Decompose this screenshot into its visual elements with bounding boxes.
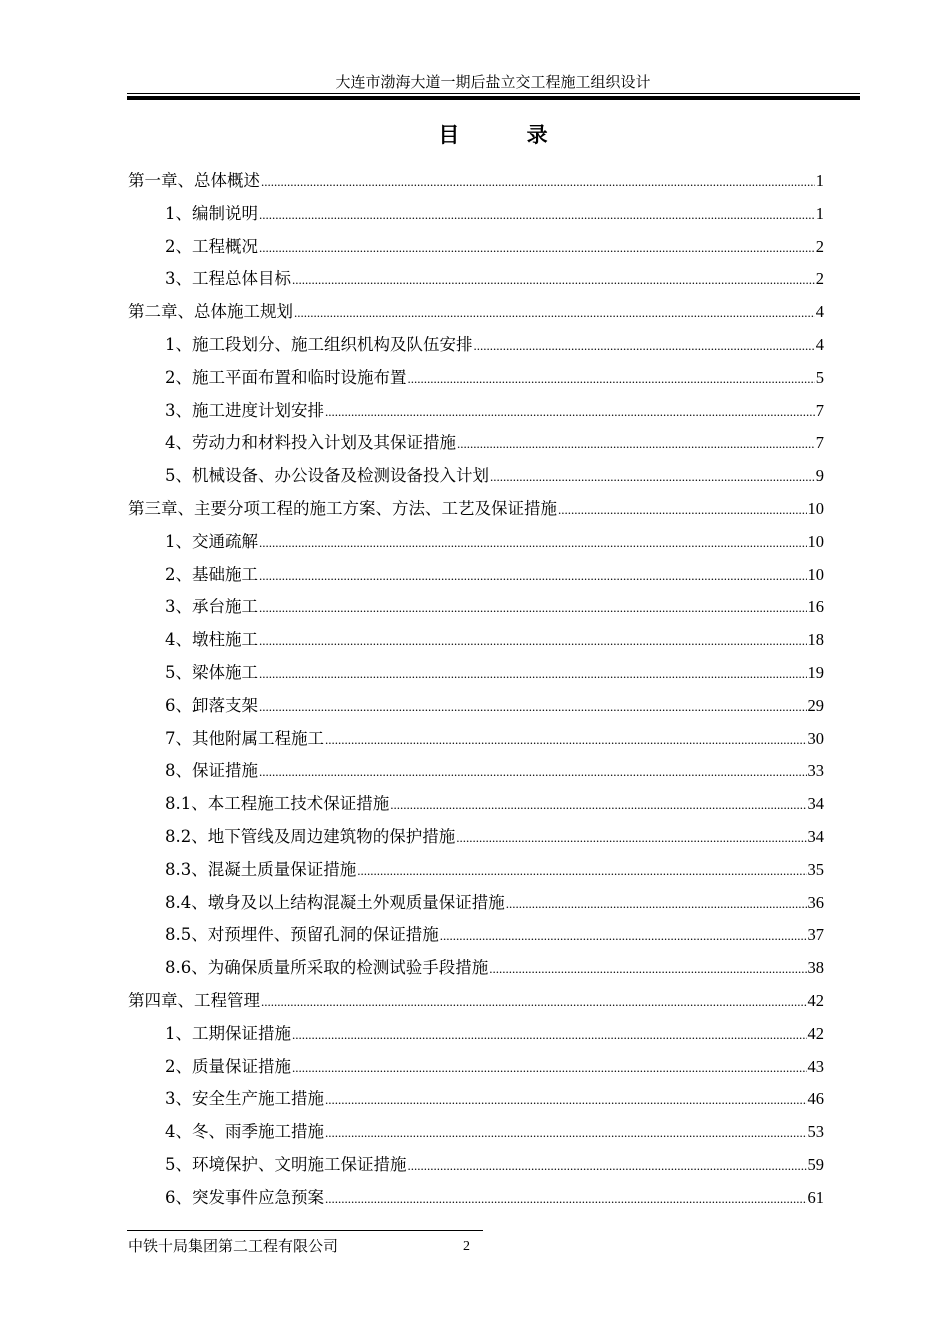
toc-section-entry[interactable] <box>128 887 824 920</box>
toc-dot-leader <box>259 658 807 691</box>
toc-chapter-entry[interactable] <box>128 165 824 198</box>
toc-entry-title: 4、墩柱施工 <box>165 630 258 650</box>
toc-page-number: 36 <box>807 892 824 912</box>
toc-entry-title: 5、梁体施工 <box>165 662 258 682</box>
header-rule-thick <box>127 96 860 100</box>
toc-page-number: 2 <box>815 236 824 256</box>
toc-page-number: 7 <box>815 400 824 420</box>
toc-page-number: 34 <box>807 794 824 814</box>
footer-page-number: 2 <box>463 1239 470 1254</box>
toc-entry-title: 4、冬、雨季施工措施 <box>165 1122 324 1142</box>
toc-page-number: 10 <box>807 498 824 518</box>
toc-dot-leader <box>292 264 815 297</box>
toc-dot-leader <box>408 1150 807 1183</box>
toc-page-number: 46 <box>807 1089 824 1109</box>
toc-entry-title: 1、编制说明 <box>165 203 258 223</box>
toc-page-number: 18 <box>807 630 824 650</box>
toc-entry-title: 第一章、总体概述 <box>128 171 260 190</box>
toc-section-entry[interactable] <box>128 526 824 559</box>
toc-section-entry[interactable] <box>128 362 824 395</box>
toc-dot-leader <box>325 1183 807 1216</box>
toc-dot-leader <box>259 560 807 593</box>
toc-page-number: 30 <box>807 728 824 748</box>
toc-section-entry[interactable] <box>128 198 824 231</box>
toc-section-entry[interactable] <box>128 1083 824 1116</box>
toc-page-number: 61 <box>807 1187 824 1207</box>
toc-entry-title: 1、工期保证措施 <box>165 1023 291 1043</box>
toc-dot-leader <box>474 330 815 363</box>
toc-section-entry[interactable] <box>128 1182 824 1215</box>
toc-section-entry[interactable] <box>128 821 824 854</box>
toc-dot-leader <box>294 297 815 330</box>
toc-dot-leader <box>440 920 807 953</box>
toc-section-entry[interactable] <box>128 723 824 756</box>
toc-dot-leader <box>325 1084 807 1117</box>
toc-section-entry[interactable] <box>128 854 824 887</box>
toc-section-entry[interactable] <box>128 427 824 460</box>
toc-chapter-entry[interactable] <box>128 985 824 1018</box>
toc-page-number: 4 <box>815 334 824 354</box>
toc-dot-leader <box>408 363 815 396</box>
toc-page-number: 10 <box>807 564 824 584</box>
toc-entry-title: 2、基础施工 <box>165 564 258 584</box>
toc-entry-title: 2、施工平面布置和临时设施布置 <box>165 367 407 387</box>
toc-dot-leader <box>292 1052 807 1085</box>
toc-section-entry[interactable] <box>128 1018 824 1051</box>
toc-section-entry[interactable] <box>128 657 824 690</box>
toc-entry-title: 8、保证措施 <box>165 761 258 781</box>
toc-dot-leader <box>325 396 815 429</box>
toc-section-entry[interactable] <box>128 395 824 428</box>
toc-dot-leader <box>259 199 815 232</box>
toc-section-entry[interactable] <box>128 591 824 624</box>
toc-entry-title: 7、其他附属工程施工 <box>165 728 324 748</box>
toc-entry-title: 8.6、为确保质量所采取的检测试验手段措施 <box>165 958 489 978</box>
toc-entry-title: 8.4、墩身及以上结构混凝土外观质量保证措施 <box>165 892 505 912</box>
toc-entry-title: 6、突发事件应急预案 <box>165 1187 324 1207</box>
toc-page-number: 1 <box>815 203 824 223</box>
toc-entry-title: 8.1、本工程施工技术保证措施 <box>165 794 390 814</box>
toc-dot-leader <box>259 232 815 265</box>
toc-page-number: 2 <box>815 269 824 289</box>
toc-dot-leader <box>259 592 807 625</box>
toc-section-entry[interactable] <box>128 231 824 264</box>
toc-list <box>128 165 824 1215</box>
toc-dot-leader <box>259 756 807 789</box>
toc-entry-title: 6、卸落支架 <box>165 695 258 715</box>
toc-page-number: 9 <box>815 466 824 486</box>
toc-section-entry[interactable] <box>128 1051 824 1084</box>
toc-dot-leader <box>558 494 807 527</box>
toc-page-number: 53 <box>807 1122 824 1142</box>
toc-page-number: 1 <box>815 171 824 190</box>
toc-dot-leader <box>489 953 806 986</box>
toc-section-entry[interactable] <box>128 1149 824 1182</box>
toc-dot-leader <box>456 822 806 855</box>
toc-dot-leader <box>325 724 807 757</box>
toc-entry-title: 1、施工段划分、施工组织机构及队伍安排 <box>165 334 473 354</box>
toc-section-entry[interactable] <box>128 788 824 821</box>
toc-dot-leader <box>292 1019 807 1052</box>
toc-dot-leader <box>357 855 806 888</box>
toc-entry-title: 第二章、总体施工规划 <box>128 302 293 322</box>
toc-dot-leader <box>259 691 807 724</box>
toc-page-number: 59 <box>807 1154 824 1174</box>
toc-section-entry[interactable] <box>128 952 824 985</box>
toc-page-number: 43 <box>807 1056 824 1076</box>
toc-entry-title: 8.5、对预埋件、预留孔洞的保证措施 <box>165 925 439 945</box>
toc-section-entry[interactable] <box>128 329 824 362</box>
toc-page-number: 4 <box>815 302 824 322</box>
toc-entry-title: 2、质量保证措施 <box>165 1056 291 1076</box>
toc-dot-leader <box>390 789 806 822</box>
toc-entry-title: 3、工程总体目标 <box>165 269 291 289</box>
toc-page-number: 33 <box>807 761 824 781</box>
toc-dot-leader <box>325 1117 807 1150</box>
toc-page-number: 37 <box>807 925 824 945</box>
toc-section-entry[interactable] <box>128 263 824 296</box>
toc-entry-title: 第三章、主要分项工程的施工方案、方法、工艺及保证措施 <box>128 498 557 518</box>
toc-section-entry[interactable] <box>128 1116 824 1149</box>
toc-page-number: 34 <box>807 826 824 846</box>
toc-page-number: 7 <box>815 433 824 453</box>
toc-entry-title: 5、机械设备、办公设备及检测设备投入计划 <box>165 466 489 486</box>
footer-rule <box>127 1230 483 1231</box>
toc-entry-title: 3、安全生产施工措施 <box>165 1089 324 1109</box>
toc-entry-title: 3、承台施工 <box>165 597 258 617</box>
toc-section-entry[interactable] <box>128 755 824 788</box>
toc-section-entry[interactable] <box>128 460 824 493</box>
toc-dot-leader <box>261 166 815 199</box>
toc-chapter-entry[interactable] <box>128 493 824 526</box>
header-title: 大连市渤海大道一期后盐立交工程施工组织设计 <box>335 73 651 91</box>
toc-entry-title: 4、劳动力和材料投入计划及其保证措施 <box>165 433 456 453</box>
toc-dot-leader <box>259 527 807 560</box>
toc-dot-leader <box>259 625 807 658</box>
toc-entry-title: 3、施工进度计划安排 <box>165 400 324 420</box>
toc-section-entry[interactable] <box>128 624 824 657</box>
toc-dot-leader <box>261 986 807 1019</box>
toc-dot-leader <box>490 461 815 494</box>
toc-dot-leader <box>457 428 815 461</box>
toc-dot-leader <box>506 888 807 921</box>
toc-title: 目 录 <box>438 122 578 147</box>
toc-page-number: 38 <box>807 958 824 978</box>
toc-page-number: 29 <box>807 695 824 715</box>
toc-page-number: 35 <box>807 859 824 879</box>
toc-page-number: 42 <box>807 1023 824 1043</box>
toc-page-number: 42 <box>807 990 824 1010</box>
footer-company: 中铁十局集团第二工程有限公司 <box>128 1237 339 1255</box>
toc-section-entry[interactable] <box>128 919 824 952</box>
toc-entry-title: 2、工程概况 <box>165 236 258 256</box>
toc-page-number: 19 <box>807 662 824 682</box>
toc-entry-title: 8.2、地下管线及周边建筑物的保护措施 <box>165 826 456 846</box>
toc-entry-title: 1、交通疏解 <box>165 531 258 551</box>
toc-page-number: 16 <box>807 597 824 617</box>
toc-entry-title: 5、环境保护、文明施工保证措施 <box>165 1154 407 1174</box>
toc-chapter-entry[interactable] <box>128 296 824 329</box>
toc-section-entry[interactable] <box>128 690 824 723</box>
toc-page-number: 5 <box>815 367 824 387</box>
toc-page-number: 10 <box>807 531 824 551</box>
toc-entry-title: 8.3、混凝土质量保证措施 <box>165 859 357 879</box>
toc-section-entry[interactable] <box>128 559 824 592</box>
toc-entry-title: 第四章、工程管理 <box>128 990 260 1010</box>
header-rule-thin <box>127 93 860 94</box>
